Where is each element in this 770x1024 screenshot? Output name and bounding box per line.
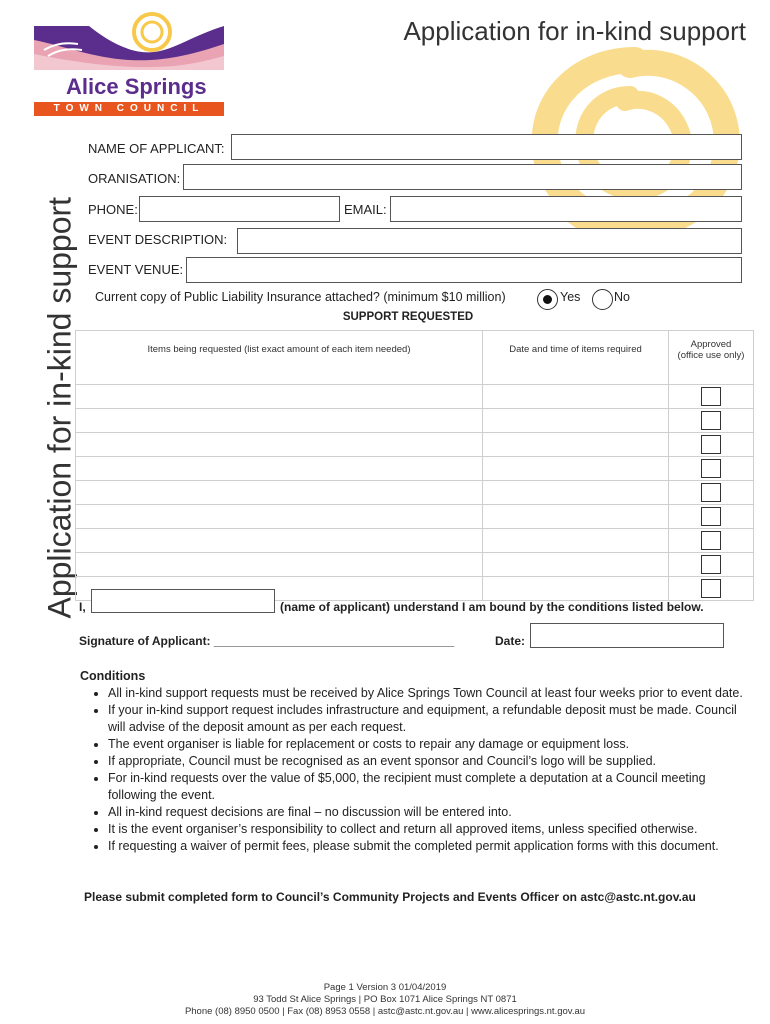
approved-cell: [669, 409, 754, 433]
table-row: [76, 457, 754, 481]
date-time-cell[interactable]: [483, 529, 669, 553]
approved-cell: [669, 505, 754, 529]
item-cell[interactable]: [76, 433, 483, 457]
date-time-cell[interactable]: [483, 433, 669, 457]
item-cell[interactable]: [76, 409, 483, 433]
insurance-no-radio[interactable]: [592, 289, 613, 310]
approved-checkbox[interactable]: [701, 483, 721, 502]
approved-cell: [669, 553, 754, 577]
organisation-label: ORANISATION:: [88, 171, 181, 186]
logo-text-town-council: TOWN COUNCIL: [34, 102, 224, 116]
logo-graphic: [34, 10, 226, 80]
date-time-cell[interactable]: [483, 505, 669, 529]
radio-selected-dot: [543, 295, 552, 304]
item-cell[interactable]: [76, 529, 483, 553]
approved-cell: [669, 433, 754, 457]
event-venue-label: EVENT VENUE:: [88, 262, 184, 277]
condition-item: • If your in-kind support request includes infrastructure and equipment, a refundable deposit must be made. Council will advise of the deposit amount as per each request.: [108, 702, 750, 736]
email-input[interactable]: [390, 196, 742, 222]
event-venue-input[interactable]: [186, 257, 742, 283]
item-cell[interactable]: [76, 385, 483, 409]
item-cell[interactable]: [76, 457, 483, 481]
phone-input[interactable]: [139, 196, 340, 222]
submit-note: Please submit completed form to Council’s Community Projects and Events Officer on astc@astc.nt.gov.au: [84, 890, 696, 904]
approved-cell: [669, 481, 754, 505]
name-of-applicant-input[interactable]: [231, 134, 742, 160]
table-row: [76, 553, 754, 577]
date-time-cell[interactable]: [483, 481, 669, 505]
approved-cell: [669, 457, 754, 481]
approved-checkbox[interactable]: [701, 387, 721, 406]
support-items-table: [75, 330, 754, 601]
declaration-i-label: I,: [79, 600, 86, 614]
approved-checkbox[interactable]: [701, 507, 721, 526]
event-description-input[interactable]: [237, 228, 742, 254]
date-label: Date:: [495, 634, 526, 648]
name-label: NAME OF APPLICANT:: [88, 141, 225, 156]
date-time-cell[interactable]: [483, 577, 669, 601]
table-row: [76, 505, 754, 529]
conditions-section: [80, 668, 750, 855]
col-approved-header: Approved (office use only): [669, 331, 754, 385]
phone-label: PHONE:: [88, 202, 138, 217]
col-date-header: Date and time of items required: [483, 331, 669, 385]
approved-checkbox[interactable]: [701, 555, 721, 574]
organisation-input[interactable]: [183, 164, 742, 190]
item-cell[interactable]: [76, 481, 483, 505]
footer: [0, 982, 770, 1018]
condition-item: • For in-kind requests over the value of $5,000, the recipient must complete a deputation at a Council meeting following the event.: [108, 770, 750, 804]
logo-text-alice-springs: Alice Springs: [66, 74, 207, 99]
insurance-no-label: No: [614, 290, 630, 304]
approved-cell: [669, 577, 754, 601]
approved-checkbox[interactable]: [701, 531, 721, 550]
approved-checkbox[interactable]: [701, 579, 721, 598]
table-header-row: [76, 331, 754, 385]
condition-item: • The event organiser is liable for replacement or costs to repair any damage or equipment loss.: [108, 736, 750, 753]
insurance-yes-radio[interactable]: [537, 289, 558, 310]
col-items-header: Items being requested (list exact amount of each item needed): [76, 331, 483, 385]
condition-item: • It is the event organiser’s responsibility to collect and return all approved items, unless specified otherwise.: [108, 821, 750, 838]
table-row: [76, 529, 754, 553]
approved-checkbox[interactable]: [701, 435, 721, 454]
email-label: EMAIL:: [344, 202, 387, 217]
approved-cell: [669, 385, 754, 409]
item-cell[interactable]: [76, 505, 483, 529]
table-row: [76, 409, 754, 433]
event-description-label: EVENT DESCRIPTION:: [88, 232, 228, 247]
date-time-cell[interactable]: [483, 409, 669, 433]
approved-checkbox[interactable]: [701, 459, 721, 478]
footer-address: 93 Todd St Alice Springs | PO Box 1071 Alice Springs NT 0871: [253, 994, 517, 1005]
condition-item: • All in-kind support requests must be received by Alice Springs Town Council at least four weeks prior to event date.: [108, 685, 750, 702]
page-title: Application for in-kind support: [403, 16, 746, 46]
date-input[interactable]: [530, 623, 724, 648]
declaration-text: (name of applicant) understand I am bound by the conditions listed below.: [280, 600, 704, 614]
item-cell[interactable]: [76, 553, 483, 577]
council-logo: [34, 10, 226, 118]
approved-cell: [669, 529, 754, 553]
insurance-question: Current copy of Public Liability Insurance attached? (minimum $10 million): [95, 290, 506, 304]
insurance-yes-label: Yes: [560, 290, 581, 304]
table-row: [76, 385, 754, 409]
conditions-list: [80, 685, 750, 855]
condition-item: • If requesting a waiver of permit fees, please submit the completed permit application forms with this document.: [108, 838, 750, 855]
footer-contact: Phone (08) 8950 0500 | Fax (08) 8953 0558 | astc@astc.nt.gov.au | www.alicesprings.nt.gov.au: [184, 1006, 586, 1017]
approved-checkbox[interactable]: [701, 411, 721, 430]
declaration-name-input[interactable]: [91, 589, 275, 613]
condition-item: • All in-kind request decisions are final – no discussion will be entered into.: [108, 804, 750, 821]
condition-item: • If appropriate, Council must be recognised as an event sponsor and Council’s logo will be supplied.: [108, 753, 750, 770]
date-time-cell[interactable]: [483, 457, 669, 481]
date-time-cell[interactable]: [483, 553, 669, 577]
date-time-cell[interactable]: [483, 385, 669, 409]
support-requested-heading: SUPPORT REQUESTED: [342, 311, 474, 323]
footer-version: Page 1 Version 3 01/04/2019: [323, 982, 447, 993]
signature-label: Signature of Applicant: ____________________________________: [79, 634, 455, 648]
table-row: [76, 433, 754, 457]
table-row: [76, 481, 754, 505]
conditions-heading: Conditions: [80, 669, 146, 683]
side-title: Application for in-kind support: [41, 196, 78, 619]
